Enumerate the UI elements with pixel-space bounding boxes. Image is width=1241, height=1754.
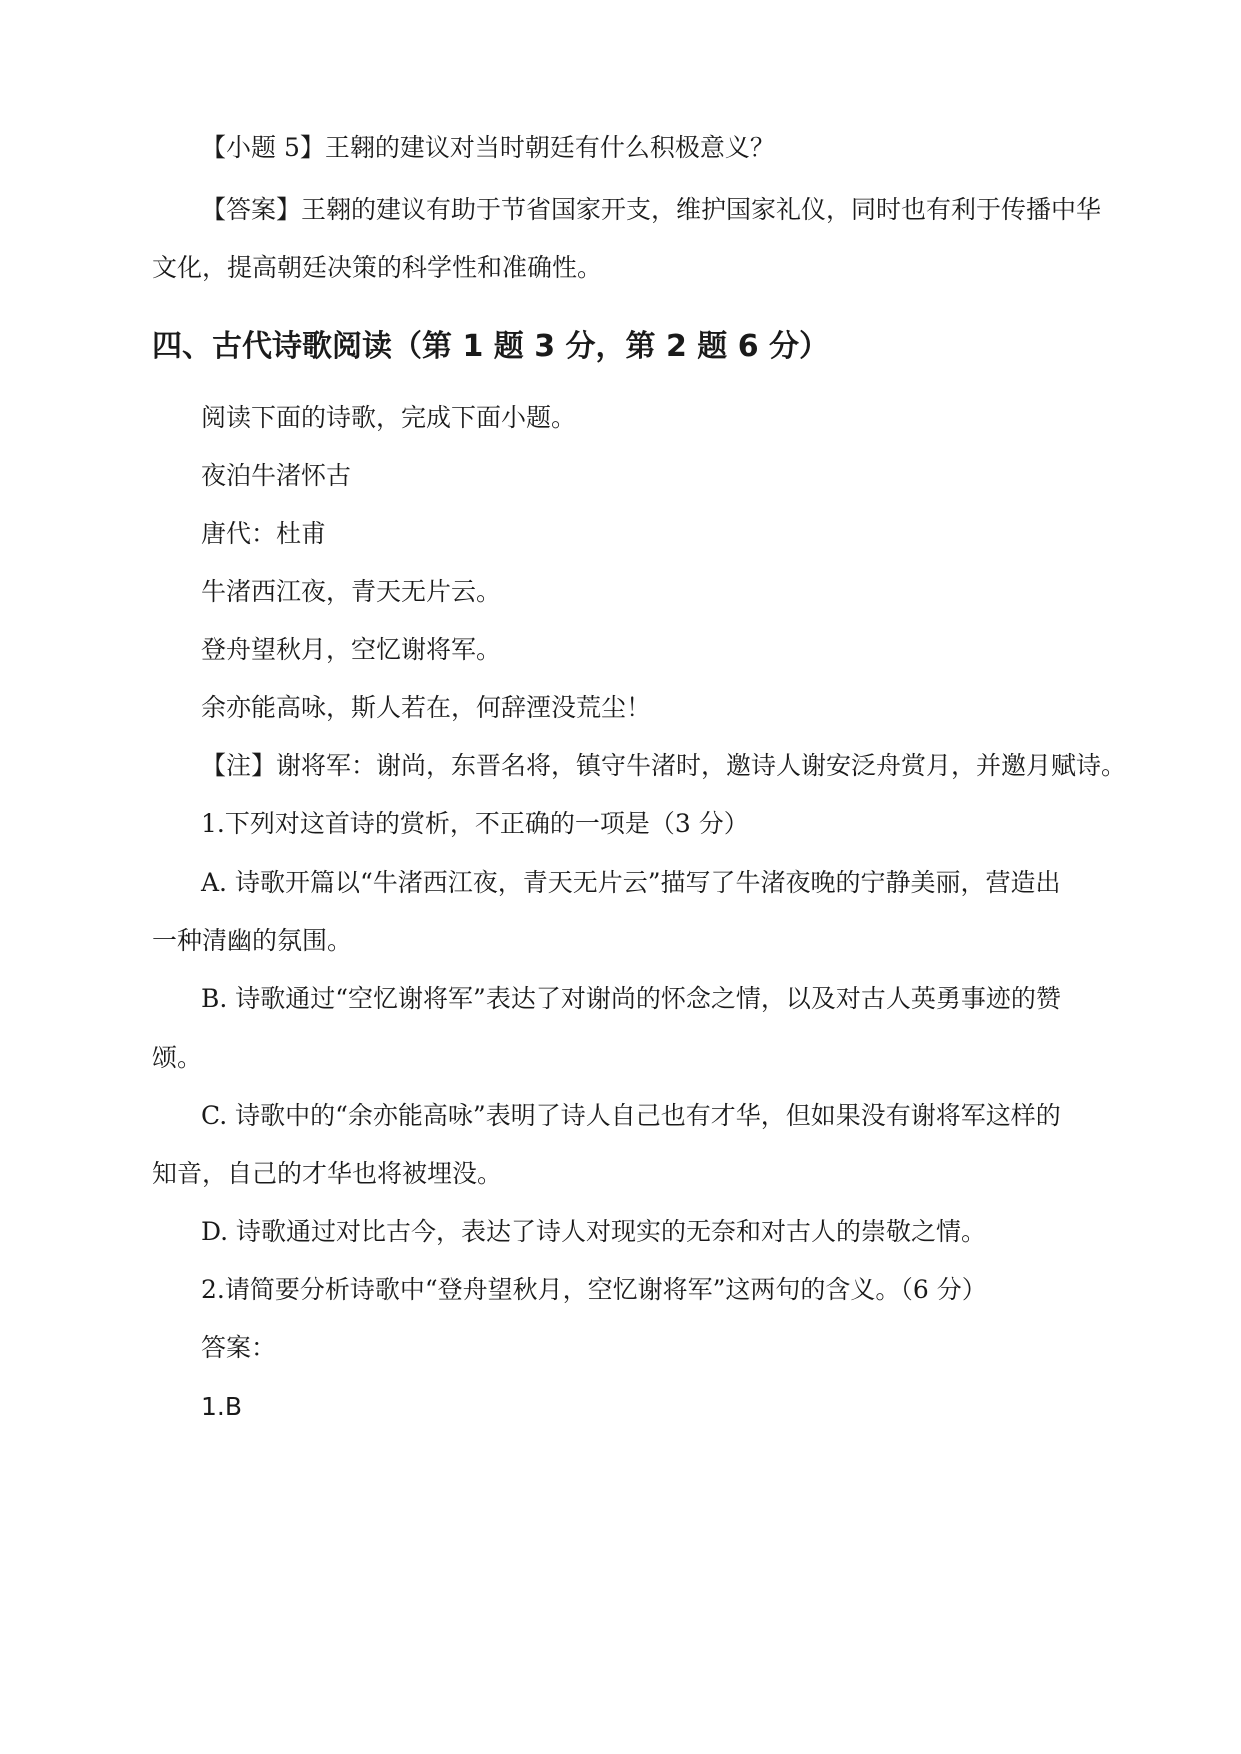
poem-line-2: 登舟望秋月，空忆谢将军。: [201, 635, 502, 664]
answer-5-line-2: 文化，提高朝廷决策的科学性和准确性。: [152, 253, 603, 282]
option-c-line-2: 知音，自己的才华也将被埋没。: [152, 1159, 503, 1188]
question-5: 【小题 5】王翱的建议对当时朝廷有什么积极意义？: [201, 133, 775, 162]
poem-note: 【注】谢将军：谢尚，东晋名将，镇守牛渚时，邀诗人谢安泛舟赏月，并邀月赋诗。: [201, 751, 1127, 780]
poem-line-3: 余亦能高咏，斯人若在，何辞湮没荒尘！: [201, 693, 652, 722]
section-heading: 四、古代诗歌阅读（第 1 题 3 分，第 2 题 6 分）: [152, 329, 830, 364]
poem-line-1: 牛渚西江夜，青天无片云。: [201, 577, 502, 606]
answer-label: 答案：: [201, 1333, 277, 1362]
option-a-line-2: 一种清幽的氛围。: [152, 926, 353, 955]
poem-title: 夜泊牛渚怀古: [201, 461, 352, 490]
instruction: 阅读下面的诗歌，完成下面小题。: [201, 403, 577, 432]
option-b-line-1: B. 诗歌通过“空忆谢将军”表达了对谢尚的怀念之情，以及对古人英勇事迹的赞: [201, 984, 1061, 1013]
poem-author: 唐代：杜甫: [201, 519, 327, 548]
option-a-line-1: A. 诗歌开篇以“牛渚西江夜，青天无片云”描写了牛渚夜晚的宁静美丽，营造出: [201, 868, 1061, 897]
option-d: D. 诗歌通过对比古今，表达了诗人对现实的无奈和对古人的崇敬之情。: [201, 1217, 987, 1246]
question-1: 1.下列对这首诗的赏析，不正确的一项是（3 分）: [201, 809, 749, 838]
answer-1: 1.B: [201, 1392, 243, 1421]
option-b-line-2: 颂。: [152, 1043, 203, 1072]
question-2: 2.请简要分析诗歌中“登舟望秋月，空忆谢将军”这两句的含义。（6 分）: [201, 1275, 987, 1304]
option-c-line-1: C. 诗歌中的“余亦能高咏”表明了诗人自己也有才华，但如果没有谢将军这样的: [201, 1101, 1061, 1130]
answer-5-line-1: 【答案】王翱的建议有助于节省国家开支，维护国家礼仪，同时也有利于传播中华: [201, 195, 1102, 224]
